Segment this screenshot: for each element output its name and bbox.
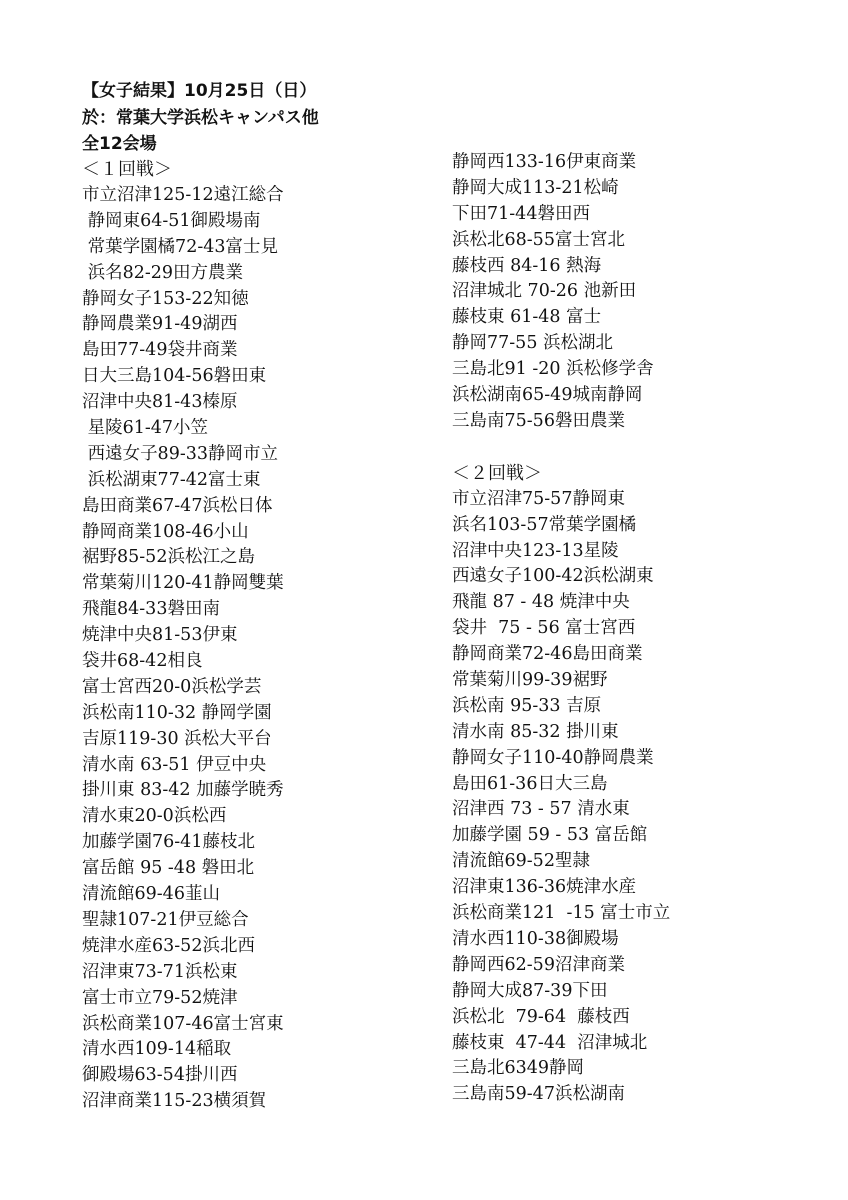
- match-result: 島田商業67-47浜松日体: [82, 495, 273, 516]
- match-result: 焼津水産63-52浜北西: [82, 935, 255, 956]
- match-result: 三島北6349静岡: [452, 1058, 585, 1079]
- match-result: 沼津東73-71浜松東: [82, 961, 238, 982]
- match-result: 加藤学園76-41藤枝北: [82, 832, 255, 853]
- match-result: 島田77-49袋井商業: [82, 340, 238, 361]
- match-result: 日大三島104-56磐田東: [82, 366, 267, 387]
- match-result: 御殿場63-54掛川西: [82, 1065, 238, 1086]
- match-result: 飛龍 87 - 48 焼津中央: [452, 592, 630, 613]
- match-result: 静岡大成113-21松崎: [452, 177, 619, 198]
- match-result: 浜松南110-32 静岡学園: [82, 702, 272, 723]
- match-result: 富士宮西20-0浜松学芸: [82, 676, 262, 697]
- match-result: 沼津中央123-13星陵: [452, 540, 619, 561]
- match-result: 沼津中央81-43榛原: [82, 392, 238, 413]
- match-result: 清流館69-46韮山: [82, 884, 220, 905]
- match-result: 清流館69-52聖隷: [452, 851, 590, 872]
- match-result: 富士市立79-52焼津: [82, 987, 238, 1008]
- match-result: 飛龍84-33磐田南: [82, 599, 220, 620]
- match-result: 浜松湖東77-42富士東: [82, 469, 261, 490]
- match-result: 沼津商業115-23横須賀: [82, 1091, 267, 1112]
- match-result: 西遠女子100-42浜松湖東: [452, 566, 654, 587]
- match-result: 焼津中央81-53伊東: [82, 625, 238, 646]
- match-result: 星陵61-47小笠: [82, 418, 209, 439]
- match-result: 三島南75-56磐田農業: [452, 410, 625, 431]
- match-result: 常葉学園橘72-43富士見: [82, 236, 279, 257]
- match-result: 聖隷107-21伊豆総合: [82, 909, 249, 930]
- match-result: 島田61-36日大三島: [452, 773, 608, 794]
- match-result: 浜松商業107-46富士宮東: [82, 1013, 284, 1034]
- match-result: 静岡農業91-49湖西: [82, 314, 238, 335]
- match-result: 浜松湖南65-49城南静岡: [452, 385, 643, 406]
- match-result: 静岡77-55 浜松湖北: [452, 333, 614, 354]
- venues-count: 全12会場: [82, 134, 157, 154]
- match-result: 西遠女子89-33静岡市立: [82, 443, 279, 464]
- round2-heading: ＜２回戦＞: [452, 462, 542, 484]
- match-result: 吉原119-30 浜松大平台: [82, 728, 272, 749]
- match-result: 沼津西 73 - 57 清水東: [452, 799, 630, 820]
- match-result: 静岡大成87-39下田: [452, 980, 608, 1001]
- left-column: [82, 157, 452, 1115]
- match-result: 富岳館 95 -48 磐田北: [82, 858, 255, 879]
- match-result: 浜松北68-55富士宮北: [452, 229, 625, 250]
- round2-results-list: [452, 487, 822, 1108]
- match-result: 市立沼津125-12遠江総合: [82, 185, 284, 205]
- match-result: 浜名103-57常葉学園橘: [452, 514, 637, 535]
- match-result: 浜松南 95-33 吉原: [452, 695, 602, 716]
- match-result: 加藤学園 59 - 53 富岳館: [452, 825, 648, 846]
- match-result: 静岡商業72-46島田商業: [452, 644, 643, 665]
- round1-heading: ＜１回戦＞: [82, 159, 172, 180]
- match-result: 静岡女子110-40静岡農業: [452, 747, 654, 768]
- match-result: 常葉菊川99-39裾野: [452, 670, 608, 691]
- match-result: 掛川東 83-42 加藤学暁秀: [82, 780, 284, 801]
- match-result: 藤枝西 84-16 熱海: [452, 255, 602, 276]
- match-result: 裾野85-52浜松江之島: [82, 547, 255, 568]
- round1-results-continued: [452, 150, 822, 435]
- match-result: 下田71-44磐田西: [452, 203, 590, 224]
- match-result: 常葉菊川120-41静岡雙葉: [82, 573, 284, 594]
- match-result: 藤枝東 47-44 沼津城北: [452, 1032, 648, 1053]
- match-result: 清水東20-0浜松西: [82, 806, 227, 827]
- match-result: 沼津城北 70-26 池新田: [452, 281, 637, 302]
- match-result: 清水西110-38御殿場: [452, 928, 619, 949]
- match-result: 袋井68-42相良: [82, 651, 203, 672]
- match-result: 静岡女子153-22知徳: [82, 288, 249, 309]
- match-result: 浜松商業121 -15 富士市立: [452, 903, 671, 924]
- venue-line: 於：常葉大学浜松キャンパス他: [82, 107, 319, 128]
- match-result: 浜名82-29田方農業: [82, 262, 244, 283]
- match-result: 三島南59-47浜松湖南: [452, 1084, 625, 1105]
- match-result: 清水南 63-51 伊豆中央: [82, 754, 267, 775]
- section-spacer: [452, 435, 822, 461]
- match-result: 清水西109-14稲取: [82, 1039, 232, 1060]
- page-title: 【女子結果】10月25日（日）: [82, 81, 317, 101]
- match-result: 藤枝東 61-48 富士: [452, 307, 602, 328]
- match-result: 静岡商業108-46小山: [82, 521, 249, 542]
- match-result: 三島北91 -20 浜松修学舎: [452, 359, 654, 380]
- match-result: 袋井 75 - 56 富士宮西: [452, 618, 636, 639]
- document-header: [82, 78, 442, 158]
- match-result: 沼津東136-36焼津水産: [452, 877, 637, 898]
- right-column: [452, 150, 822, 1108]
- match-result: 静岡東64-51御殿場南: [82, 210, 261, 231]
- match-result: 清水南 85-32 掛川東: [452, 721, 619, 742]
- match-result: 静岡西62-59沼津商業: [452, 954, 625, 975]
- match-result: 浜松北 79-64 藤枝西: [452, 1006, 630, 1027]
- match-result: 静岡西133-16伊東商業: [452, 152, 637, 172]
- match-result: 市立沼津75-57静岡東: [452, 488, 625, 509]
- round1-results-list: [82, 183, 452, 1115]
